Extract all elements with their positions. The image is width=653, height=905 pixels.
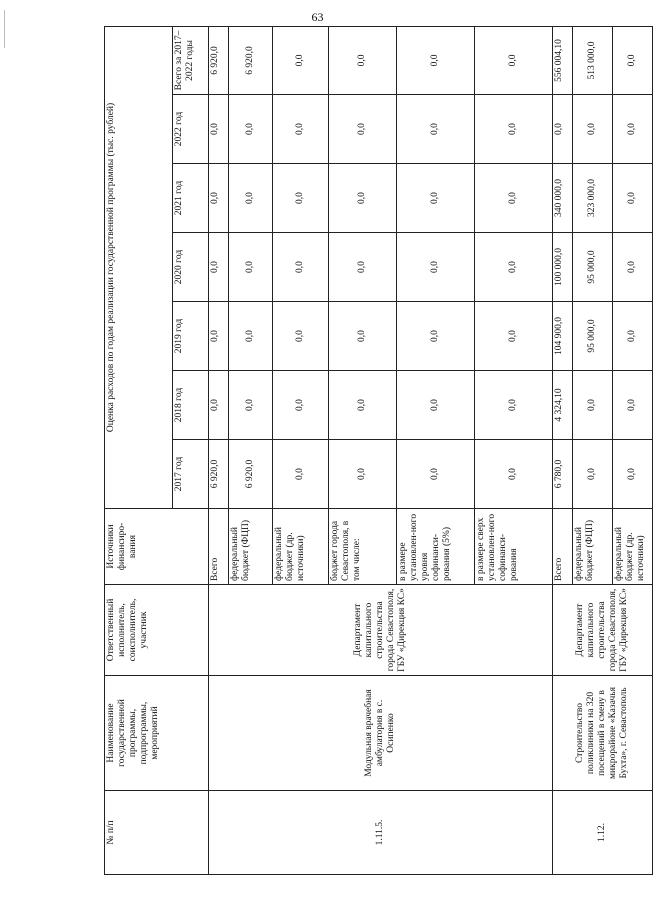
value-cell: 0,0 — [209, 233, 229, 302]
value-cell: 0,0 — [273, 302, 329, 371]
value-cell: 6 780,0 — [553, 440, 573, 509]
value-cell: 0,0 — [613, 95, 653, 164]
source-cell: федеральный бюджет (др. источники) — [273, 509, 329, 585]
table-row — [553, 26, 573, 874]
value-cell: 0,0 — [397, 233, 475, 302]
value-cell: 0,0 — [229, 164, 273, 233]
value-cell: 0,0 — [229, 371, 273, 440]
source-cell: федеральный бюджет (ФЦП) — [573, 509, 613, 585]
value-cell: 6 920,0 — [209, 440, 229, 509]
value-cell: 0,0 — [209, 371, 229, 440]
source-cell: бюджет города Севастополя, в том числе: — [329, 509, 397, 585]
value-cell: 0,0 — [397, 164, 475, 233]
value-cell: 104 900,0 — [553, 302, 573, 371]
measure-name: Модульная врачебная амбулатория в с. Осипенко — [209, 676, 553, 791]
header-source: Источники финансиро-вания — [105, 509, 209, 585]
source-cell: федеральный бюджет (ФЦП) — [229, 509, 273, 585]
header-year-2017: 2017 год — [173, 440, 209, 509]
value-cell: 0,0 — [553, 95, 573, 164]
value-cell: 0,0 — [613, 233, 653, 302]
row-number: 1.12. — [553, 791, 653, 875]
value-cell: 340 000,0 — [553, 164, 573, 233]
value-cell: 6 920,0 — [229, 26, 273, 94]
value-cell: 0,0 — [273, 164, 329, 233]
header-total: Всего за 2017–2022 годы — [173, 26, 209, 94]
header-year-2022: 2022 год — [173, 95, 209, 164]
value-cell: 0,0 — [229, 233, 273, 302]
value-cell: 0,0 — [329, 440, 397, 509]
value-cell: 0,0 — [273, 95, 329, 164]
header-year-2019: 2019 год — [173, 302, 209, 371]
executor-cell: Департамент капитального строительства города Севастополя, ГБУ «Дирекция КС» — [553, 585, 653, 676]
source-cell: Всего — [553, 509, 573, 585]
value-cell: 0,0 — [229, 95, 273, 164]
source-cell: федеральный бюджет (др. источники) — [613, 509, 653, 585]
header-year-2018: 2018 год — [173, 371, 209, 440]
value-cell: 0,0 — [329, 371, 397, 440]
rotated-table-container — [104, 27, 646, 875]
value-cell: 0,0 — [273, 440, 329, 509]
value-cell: 0,0 — [397, 371, 475, 440]
value-cell: 0,0 — [475, 26, 553, 94]
value-cell: 0,0 — [273, 233, 329, 302]
value-cell: 0,0 — [613, 371, 653, 440]
value-cell: 95 000,0 — [573, 233, 613, 302]
value-cell: 0,0 — [329, 302, 397, 371]
value-cell: 0,0 — [209, 95, 229, 164]
value-cell: 0,0 — [613, 302, 653, 371]
value-cell: 0,0 — [475, 164, 553, 233]
value-cell: 556 004,10 — [553, 26, 573, 94]
budget-table — [104, 26, 653, 875]
header-name: Наименование государственной программы, подпрограммы, мероприятий — [105, 676, 209, 791]
value-cell: 0,0 — [613, 26, 653, 94]
value-cell: 0,0 — [397, 26, 475, 94]
value-cell: 0,0 — [397, 95, 475, 164]
value-cell: 0,0 — [397, 302, 475, 371]
header-year-2020: 2020 год — [173, 233, 209, 302]
header-year-2021: 2021 год — [173, 164, 209, 233]
source-cell: в размере установлен-ного уровня софинанси-рования (5%) — [397, 509, 475, 585]
source-cell: Всего — [209, 509, 229, 585]
value-cell: 0,0 — [475, 302, 553, 371]
value-cell: 0,0 — [573, 95, 613, 164]
value-cell: 100 000,0 — [553, 233, 573, 302]
value-cell: 0,0 — [329, 164, 397, 233]
value-cell: 0,0 — [209, 164, 229, 233]
header-estimate: Оценка расходов по годам реализации государственной программы (тыс. рублей) — [105, 26, 173, 508]
value-cell: 0,0 — [475, 440, 553, 509]
value-cell: 6 920,0 — [209, 26, 229, 94]
value-cell: 0,0 — [397, 440, 475, 509]
value-cell: 513 000,0 — [573, 26, 613, 94]
value-cell: 0,0 — [329, 26, 397, 94]
source-cell: в размере сверх установлен-ного софинанси-рования — [475, 509, 553, 585]
page-number: 63 — [311, 10, 324, 24]
value-cell: 0,0 — [329, 95, 397, 164]
value-cell: 0,0 — [573, 440, 613, 509]
value-cell: 0,0 — [475, 371, 553, 440]
table-row — [209, 26, 229, 874]
value-cell: 95 000,0 — [573, 302, 613, 371]
executor-cell: Департамент капитального строительства города Севастополя, ГБУ «Дирекция КС» — [209, 585, 553, 676]
value-cell: 0,0 — [209, 302, 229, 371]
row-number: 1.11.5. — [209, 791, 553, 875]
value-cell: 0,0 — [475, 233, 553, 302]
value-cell: 0,0 — [273, 26, 329, 94]
value-cell: 4 324,10 — [553, 371, 573, 440]
value-cell: 0,0 — [229, 302, 273, 371]
value-cell: 0,0 — [475, 95, 553, 164]
value-cell: 323 000,0 — [573, 164, 613, 233]
header-num: № п/п — [105, 791, 209, 875]
measure-name: Строительство поликлиники на 320 посещений в смену в микрорайоне «Казачья Бухта», г. Севастополь — [553, 676, 653, 791]
value-cell: 0,0 — [613, 440, 653, 509]
value-cell: 0,0 — [329, 233, 397, 302]
header-executor: Ответственный исполнитель, соисполнитель, участник — [105, 585, 209, 676]
header-row-1 — [105, 26, 173, 874]
value-cell: 0,0 — [273, 371, 329, 440]
value-cell: 0,0 — [613, 164, 653, 233]
value-cell: 6 920,0 — [229, 440, 273, 509]
value-cell: 0,0 — [573, 371, 613, 440]
